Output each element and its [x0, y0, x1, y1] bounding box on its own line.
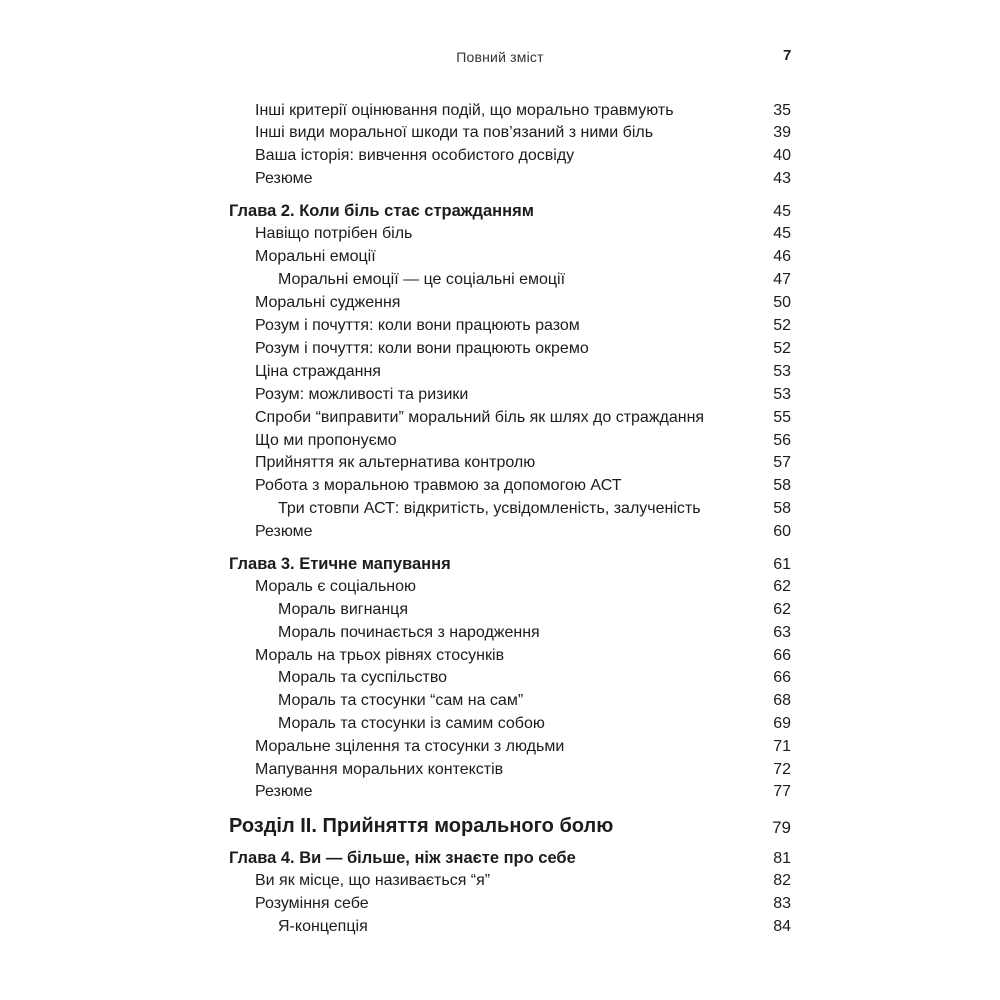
toc-entry-title: Розум: можливості та ризики: [255, 386, 469, 403]
toc-entry-title: Глава 3. Етичне мапування: [229, 555, 451, 573]
toc-entry-page: 52: [773, 340, 791, 357]
toc-entry-page: 55: [773, 409, 791, 426]
toc-entry-title: Інші критерії оцінювання подій, що морально травмують: [255, 102, 674, 119]
toc-entry: [0, 98, 1000, 120]
toc-entry-title: Ви як місце, що називається “я”: [255, 872, 491, 889]
toc-entry-title: Моральні судження: [255, 294, 401, 311]
toc-entry-title: Розум і почуття: коли вони працюють разом: [255, 317, 580, 334]
toc-entry-title: Що ми пропонуємо: [255, 432, 397, 449]
toc-entry: [0, 359, 1000, 381]
toc-entry-title: Мораль та стосунки “сам на сам”: [278, 692, 524, 709]
toc-entry: [0, 221, 1000, 243]
toc-entry-page: 58: [773, 500, 791, 517]
toc-entry-title: Мораль починається з народження: [278, 624, 540, 641]
toc-entry: [0, 120, 1000, 142]
toc-entry-page: 47: [773, 271, 791, 288]
toc-entry: [0, 597, 1000, 619]
toc-entry-title: Мапування моральних контекстів: [255, 761, 504, 778]
toc-entry-page: 45: [773, 225, 791, 242]
toc-entry-title: Я-концепція: [278, 918, 368, 935]
toc-entry-page: 81: [773, 850, 791, 867]
toc-entry: [0, 382, 1000, 404]
toc-entry-page: 72: [773, 761, 791, 778]
toc-entry-title: Мораль вигнанця: [278, 601, 408, 618]
toc-entry-title: Моральні емоції — це соціальні емоції: [278, 271, 566, 288]
toc-entry-title: Мораль є соціальною: [255, 578, 417, 595]
toc-entry-title: Ціна страждання: [255, 363, 381, 380]
toc-entry-title: Розуміння себе: [255, 895, 369, 912]
toc-entry: [0, 143, 1000, 165]
toc-entry-title: Мораль та суспільство: [278, 669, 448, 686]
toc-entry: [0, 779, 1000, 801]
toc-entry: [0, 313, 1000, 335]
toc-entry-page: 56: [773, 432, 791, 449]
toc-entry-title: Розум і почуття: коли вони працюють окремо: [255, 340, 589, 357]
toc-entry-title: Мораль на трьох рівнях стосунків: [255, 647, 505, 664]
toc-chapter-entry: [0, 199, 1000, 221]
toc-entry-page: 84: [773, 918, 791, 935]
page-number: 7: [783, 47, 792, 64]
toc-part-entry: [0, 816, 1000, 838]
toc-entry: [0, 868, 1000, 890]
toc-entry: [0, 290, 1000, 312]
toc-entry-page: 66: [773, 647, 791, 664]
toc-entry: [0, 757, 1000, 779]
toc-entry: [0, 473, 1000, 495]
toc-entry-page: 53: [773, 386, 791, 403]
toc-entry-title: Інші види моральної шкоди та пов’язаний з ними біль: [255, 124, 654, 141]
toc-entry-page: 77: [773, 783, 791, 800]
toc-entry: [0, 711, 1000, 733]
toc-entry-page: 53: [773, 363, 791, 380]
toc-entry-page: 61: [773, 556, 791, 573]
toc-entry-page: 58: [773, 477, 791, 494]
toc-entry: [0, 336, 1000, 358]
toc-entry: [0, 519, 1000, 541]
toc-entry-page: 43: [773, 170, 791, 187]
toc-entry-page: 46: [773, 248, 791, 265]
toc-entry-title: Навіщо потрібен біль: [255, 225, 413, 242]
toc-entry-title: Три стовпи АСТ: відкритість, усвідомленість, залученість: [278, 500, 701, 517]
toc-entry: [0, 428, 1000, 450]
toc-entry-page: 68: [773, 692, 791, 709]
toc-entry: [0, 734, 1000, 756]
toc-entry: [0, 244, 1000, 266]
toc-entry: [0, 405, 1000, 427]
toc-entry: [0, 914, 1000, 936]
toc-entry-page: 60: [773, 523, 791, 540]
toc-entry-page: 83: [773, 895, 791, 912]
toc-entry-title: Глава 2. Коли біль стає стражданням: [229, 202, 534, 220]
toc-entry-page: 82: [773, 872, 791, 889]
toc-entry: [0, 450, 1000, 472]
toc-entry-title: Резюме: [255, 783, 313, 800]
toc-entry-page: 57: [773, 454, 791, 471]
toc-entry-title: Моральне зцілення та стосунки з людьми: [255, 738, 565, 755]
toc-entry: [0, 665, 1000, 687]
toc-entry-page: 50: [773, 294, 791, 311]
toc-entry-page: 45: [773, 203, 791, 220]
toc-entry: [0, 496, 1000, 518]
toc-entry-page: 69: [773, 715, 791, 732]
toc-entry-title: Мораль та стосунки із самим собою: [278, 715, 545, 732]
toc-chapter-entry: [0, 552, 1000, 574]
toc-entry-page: 66: [773, 669, 791, 686]
toc-entry-title: Резюме: [255, 523, 313, 540]
toc-entry-page: 39: [773, 124, 791, 141]
toc-entry-page: 71: [773, 738, 791, 755]
toc-chapter-entry: [0, 846, 1000, 868]
toc-entry-page: 40: [773, 147, 791, 164]
toc-entry-page: 63: [773, 624, 791, 641]
toc-entry-page: 35: [773, 102, 791, 119]
toc-entry-title: Прийняття як альтернатива контролю: [255, 454, 536, 471]
toc-entry-title: Ваша історія: вивчення особистого досвіду: [255, 147, 575, 164]
toc-entry-title: Розділ ІІ. Прийняття морального болю: [229, 815, 614, 837]
toc-entry: [0, 166, 1000, 188]
toc-entry-title: Моральні емоції: [255, 248, 376, 265]
toc-entry: [0, 574, 1000, 596]
toc-entry: [0, 643, 1000, 665]
toc-entry-page: 79: [772, 818, 791, 837]
running-header-title: Повний зміст: [456, 49, 544, 65]
toc-entry: [0, 267, 1000, 289]
toc-entry: [0, 620, 1000, 642]
toc-entry-title: Спроби “виправити” моральний біль як шлях до страждання: [255, 409, 705, 426]
toc-entry-title: Глава 4. Ви — більше, ніж знаєте про себе: [229, 849, 576, 867]
toc-entry-page: 52: [773, 317, 791, 334]
toc-entry: [0, 688, 1000, 710]
toc-entry-page: 62: [773, 601, 791, 618]
toc-entry-title: Резюме: [255, 170, 313, 187]
toc-entry-page: 62: [773, 578, 791, 595]
toc-entry-title: Робота з моральною травмою за допомогою АСТ: [255, 477, 622, 494]
toc-entry: [0, 891, 1000, 913]
